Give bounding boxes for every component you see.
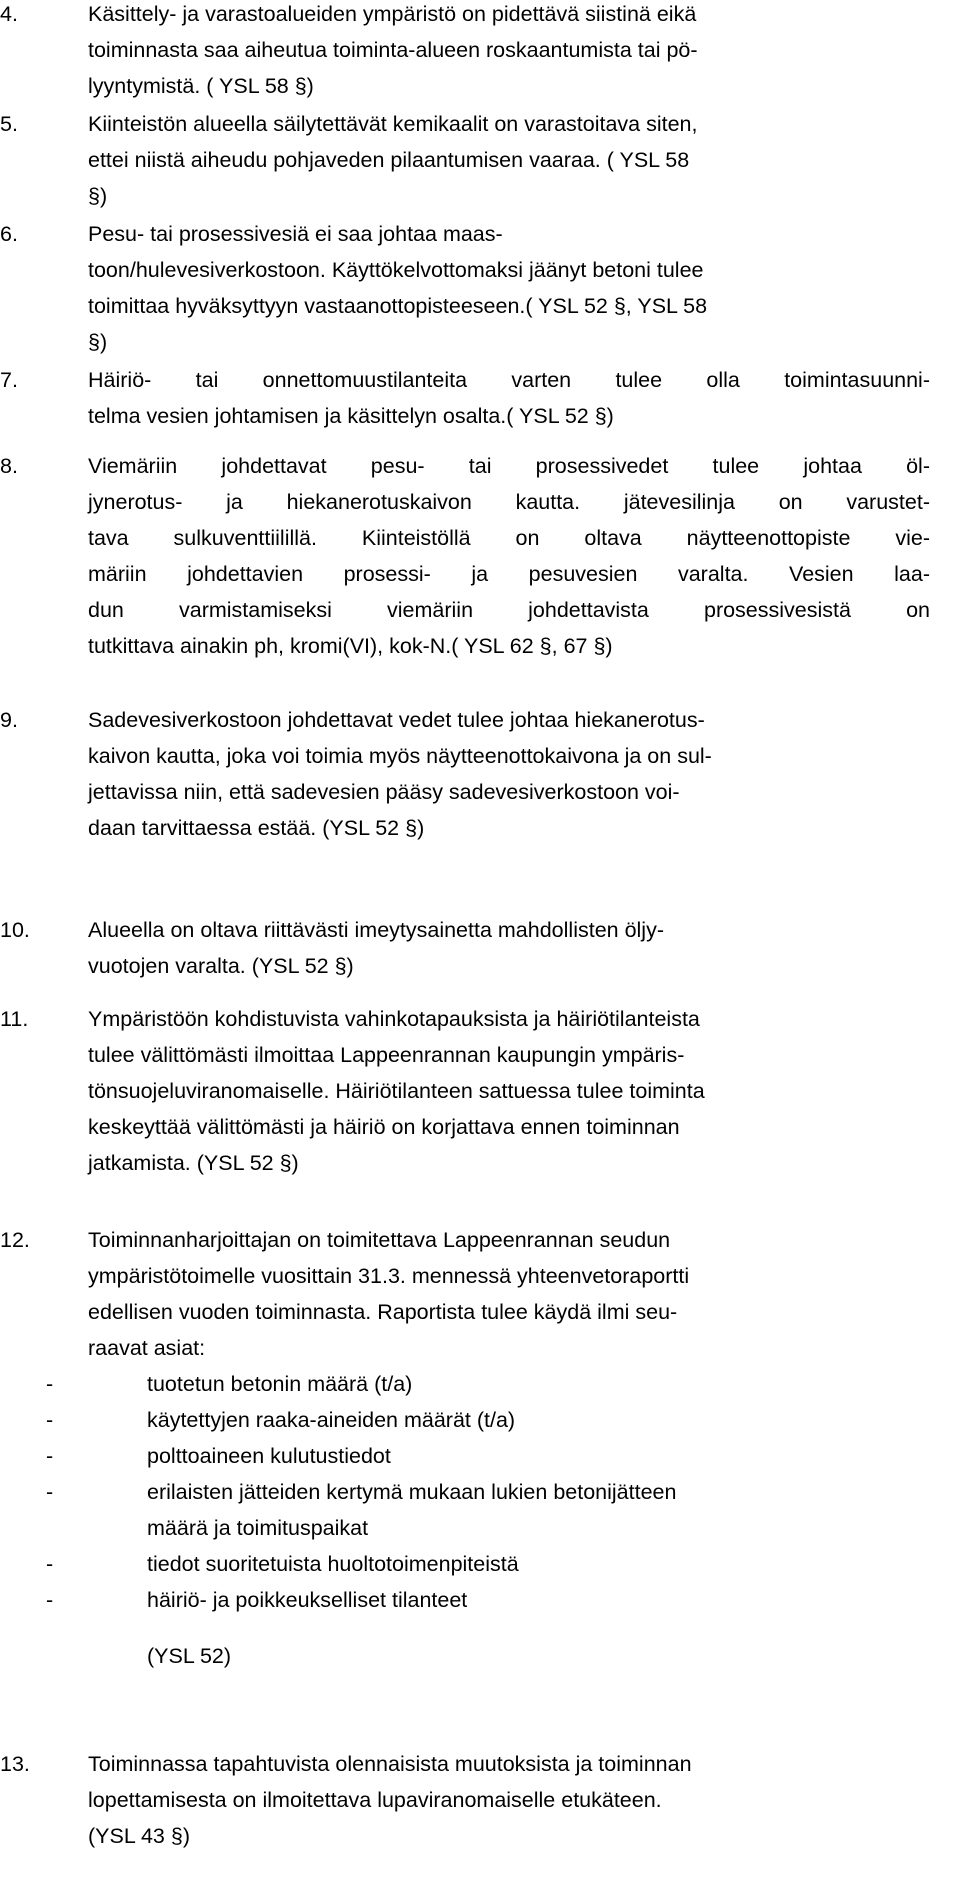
item-line: dun varmistamiseksi viemäriin johdettavista prosessivesistä on <box>88 598 930 622</box>
item-line: Ympäristöön kohdistuvista vahinkotapauksista ja häiriötilanteista <box>88 1007 700 1031</box>
item-line: märiin johdettavien prosessi- ja pesuvesien varalta. Vesien laa- <box>88 562 930 586</box>
list-item-text: häiriö- ja poikkeukselliset tilanteet <box>147 1588 468 1612</box>
item-text <box>88 106 698 214</box>
item-line: jettavissa niin, että sadevesien pääsy sadevesiverkostoon voi- <box>88 780 680 804</box>
item-line: Toiminnanharjoittajan on toimitettava Lappeenrannan seudun <box>88 1228 671 1252</box>
item-text <box>88 1222 689 1366</box>
item-text <box>88 1001 705 1181</box>
item-line: toon/hulevesiverkostoon. Käyttökelvottomaksi jäänyt betoni tulee <box>88 258 704 282</box>
list-item-text: erilaisten jätteiden kertymä mukaan lukien betonijätteen <box>147 1480 677 1504</box>
item-number: 5. <box>0 112 18 136</box>
item-number: 7. <box>0 368 18 392</box>
item-line: tönsuojeluviranomaiselle. Häiriötilanteen sattuessa tulee toiminta <box>88 1079 705 1103</box>
item-line: telma vesien johtamisen ja käsittelyn osalta.( YSL 52 §) <box>88 404 614 428</box>
item-line: §) <box>88 184 108 208</box>
legal-reference <box>147 1638 231 1674</box>
list-item-text: käytettyjen raaka-aineiden määrät (t/a) <box>147 1408 516 1432</box>
item-line: raavat asiat: <box>88 1336 206 1360</box>
item-line: jynerotus- ja hiekanerotuskaivon kautta. jätevesilinja on varustet- <box>88 490 930 514</box>
list-bullet: - <box>46 1588 54 1612</box>
item-text <box>88 912 664 984</box>
item-line: vuotojen varalta. (YSL 52 §) <box>88 954 354 978</box>
item-text <box>88 216 707 360</box>
item-line: lyyntymistä. ( YSL 58 §) <box>88 74 314 98</box>
item-line: toimittaa hyväksyttyyn vastaanottopisteeseen.( YSL 52 §, YSL 58 <box>88 294 708 318</box>
item-line: Kiinteistön alueella säilytettävät kemikaalit on varastoitava siten, <box>88 112 698 136</box>
item-line: keskeyttää välittömästi ja häiriö on korjattava ennen toiminnan <box>88 1115 680 1139</box>
item-number: 6. <box>0 222 18 246</box>
list-bullet: - <box>46 1480 54 1504</box>
list-bullet: - <box>46 1444 54 1468</box>
item-number: 4. <box>0 2 18 26</box>
item-number: 12. <box>0 1228 30 1252</box>
item-number: 9. <box>0 708 18 732</box>
list-bullet: - <box>46 1372 54 1396</box>
item-line: Käsittely- ja varastoalueiden ympäristö on pidettävä siistinä eikä <box>88 2 697 26</box>
item-text <box>88 1746 692 1854</box>
list-item-text: tiedot suoritetuista huoltotoimenpiteistä <box>147 1552 519 1576</box>
item-line: kaivon kautta, joka voi toimia myös näytteenottokaivona ja on sul- <box>88 744 712 768</box>
item-line: Toiminnassa tapahtuvista olennaisista muutoksista ja toiminnan <box>88 1752 692 1776</box>
reference-text: (YSL 52) <box>147 1644 232 1668</box>
list-bullet: - <box>46 1552 54 1576</box>
list-item-text: polttoaineen kulutustiedot <box>147 1444 391 1468</box>
item-number: 10. <box>0 918 30 942</box>
item-text <box>88 0 698 104</box>
item-number: 11. <box>0 1007 29 1031</box>
item-line: §) <box>88 330 108 354</box>
item-line: daan tarvittaessa estää. (YSL 52 §) <box>88 816 425 840</box>
item-line: tava sulkuventtiilillä. Kiinteistöllä on oltava näytteenottopiste vie- <box>88 526 930 550</box>
item-line: Viemäriin johdettavat pesu- tai prosessivedet tulee johtaa öl- <box>88 454 930 478</box>
item-line: tutkittava ainakin ph, kromi(VI), kok-N.( YSL 62 §, 67 §) <box>88 634 613 658</box>
list-item-text: tuotetun betonin määrä (t/a) <box>147 1372 413 1396</box>
item-number: 8. <box>0 454 18 478</box>
item-line: Häiriö- tai onnettomuustilanteita varten tulee olla toimintasuunni- <box>88 368 930 392</box>
list-bullet: - <box>46 1408 54 1432</box>
item-line: tulee välittömästi ilmoittaa Lappeenrannan kaupungin ympäris- <box>88 1043 685 1067</box>
item-line: Sadevesiverkostoon johdettavat vedet tulee johtaa hiekanerotus- <box>88 708 705 732</box>
item-line: jatkamista. (YSL 52 §) <box>88 1151 299 1175</box>
item-line: edellisen vuoden toiminnasta. Raportista tulee käydä ilmi seu- <box>88 1300 678 1324</box>
item-line: lopettamisesta on ilmoitettava lupaviranomaiselle etukäteen. <box>88 1788 662 1812</box>
item-line: ympäristötoimelle vuosittain 31.3. mennessä yhteenvetoraportti <box>88 1264 690 1288</box>
item-text <box>88 448 930 664</box>
item-line: ettei niistä aiheudu pohjaveden pilaantumisen vaaraa. ( YSL 58 <box>88 148 690 172</box>
item-line: toiminnasta saa aiheutua toiminta-alueen roskaantumista tai pö- <box>88 38 698 62</box>
list-item-text: määrä ja toimituspaikat <box>147 1516 369 1540</box>
item-line: (YSL 43 §) <box>88 1824 190 1848</box>
item-number: 13. <box>0 1752 30 1776</box>
item-line: Alueella on oltava riittävästi imeytysainetta mahdollisten öljy- <box>88 918 664 942</box>
item-text <box>88 362 930 434</box>
item-text <box>88 702 712 846</box>
item-line: Pesu- tai prosessivesiä ei saa johtaa maas- <box>88 222 503 246</box>
